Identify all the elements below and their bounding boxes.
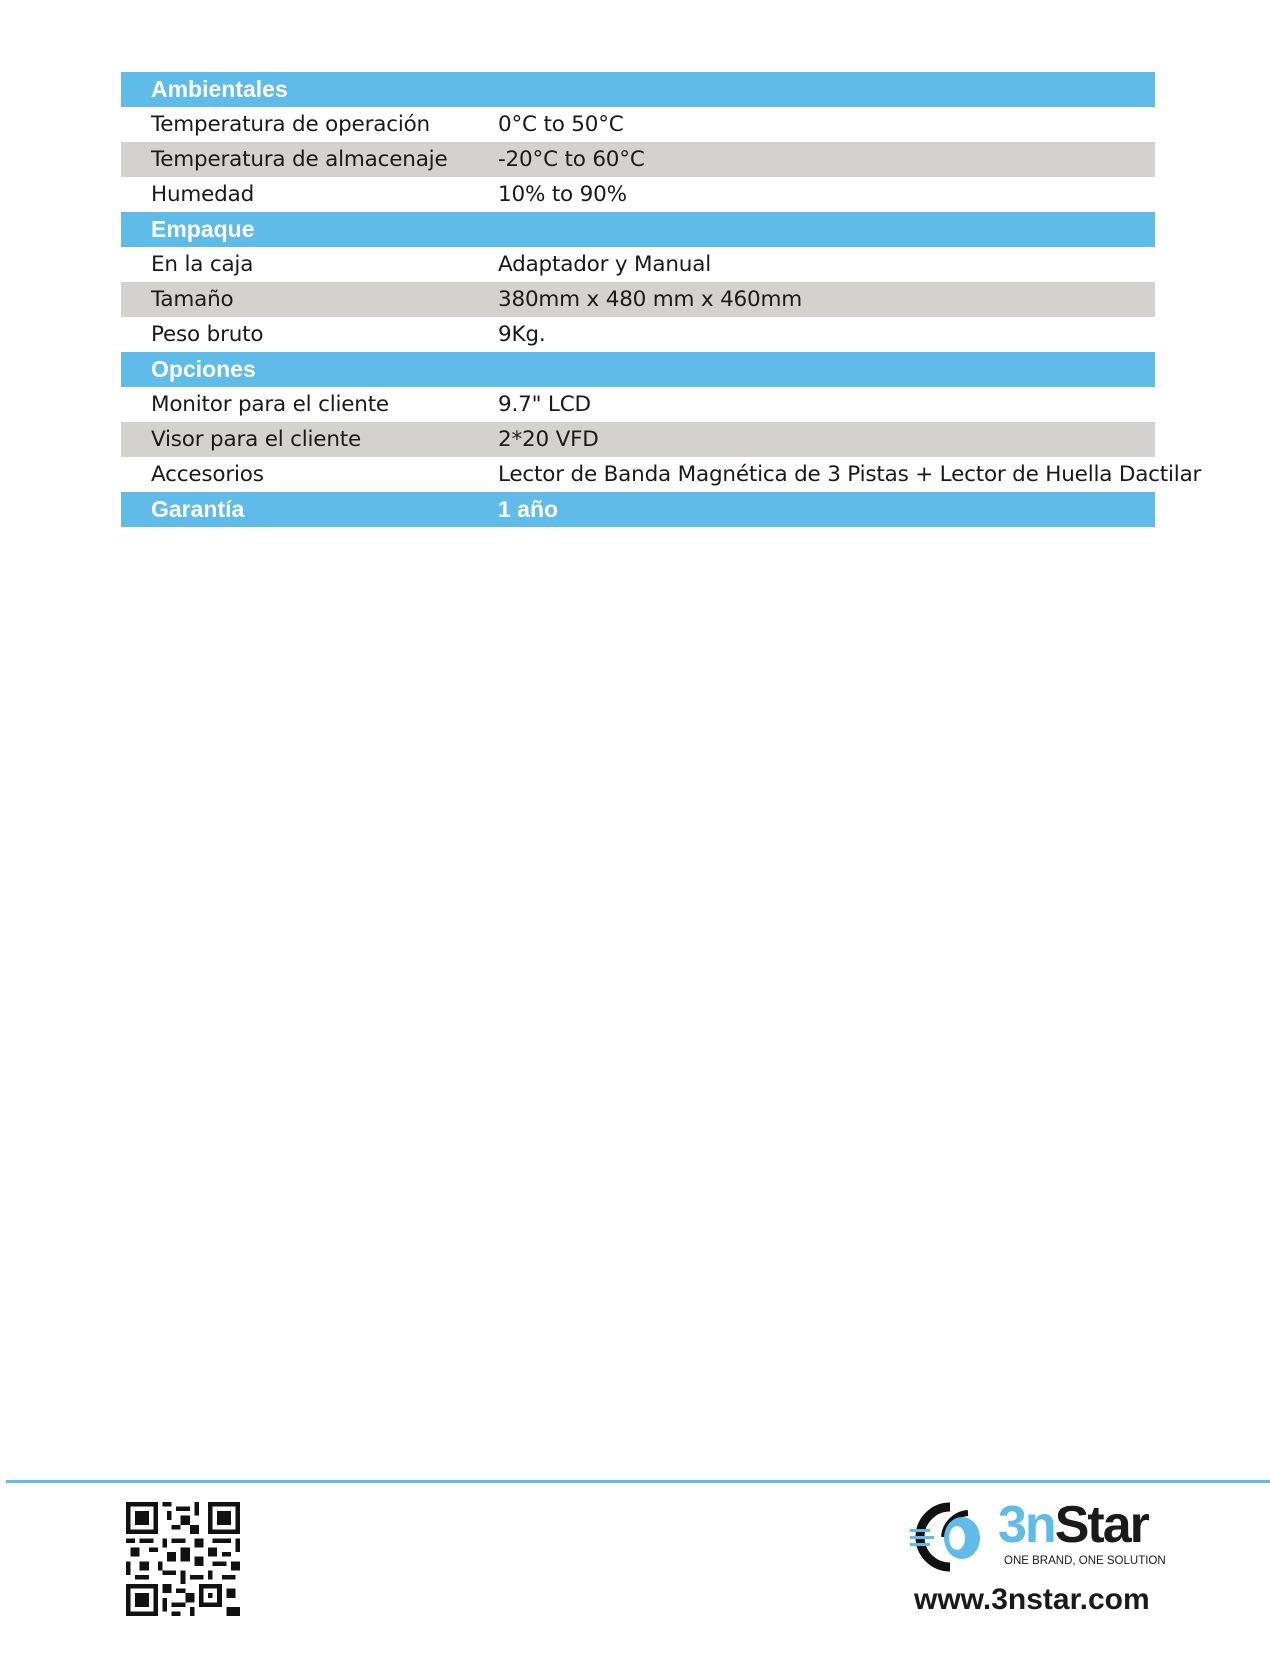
spec-label: Humedad [151, 182, 255, 207]
website-link[interactable]: www.3nstar.com [914, 1583, 1150, 1616]
spec-value: 9.7" LCD [498, 392, 591, 417]
spec-row [121, 177, 1155, 212]
spec-row [121, 387, 1155, 422]
spec-label: Accesorios [151, 462, 264, 487]
brand-name-part1: 3n [998, 1496, 1055, 1554]
spec-value: 9Kg. [498, 322, 546, 347]
spec-row [121, 422, 1155, 457]
section-header-ambientales [121, 72, 1155, 107]
spec-value: Adaptador y Manual [498, 252, 711, 277]
spec-row [121, 247, 1155, 282]
spec-value: 2*20 VFD [498, 427, 599, 452]
warranty-label: Garantía [151, 496, 245, 522]
section-title: Empaque [151, 216, 255, 242]
section-title: Opciones [151, 356, 256, 382]
spec-row [121, 457, 1202, 492]
spec-row [121, 282, 1155, 317]
spec-value: -20°C to 60°C [498, 147, 645, 172]
spec-label: Visor para el cliente [151, 427, 362, 452]
spec-label: Temperatura de almacenaje [151, 147, 448, 172]
section-header-opciones [121, 352, 1155, 387]
warranty-value: 1 año [498, 496, 559, 522]
spec-value: Lector de Banda Magnética de 3 Pistas + Lector de Huella Dactilar [498, 462, 1202, 487]
brand-tagline: ONE BRAND, ONE SOLUTION [1004, 1555, 1166, 1567]
warranty-row [121, 492, 1155, 527]
spec-label: Peso bruto [151, 322, 264, 347]
spec-label: Monitor para el cliente [151, 392, 389, 417]
3nstar-logo-icon [910, 1501, 994, 1573]
spec-label: Temperatura de operación [151, 112, 430, 137]
section-title: Ambientales [151, 76, 288, 102]
section-header-empaque [121, 212, 1155, 247]
brand-name [998, 1495, 1148, 1555]
spec-label: En la caja [151, 252, 254, 277]
qr-code-icon[interactable] [126, 1502, 240, 1616]
spec-value: 380mm x 480 mm x 460mm [498, 287, 802, 312]
spec-value: 0°C to 50°C [498, 112, 624, 137]
footer-divider [6, 1480, 1270, 1483]
spec-row [121, 107, 1155, 142]
spec-row [121, 317, 1155, 352]
spec-table [121, 72, 1202, 527]
brand-block [910, 1496, 1166, 1579]
spec-label: Tamaño [151, 287, 234, 312]
spec-value: 10% to 90% [498, 182, 627, 207]
brand-name-part2: Star [1054, 1496, 1148, 1554]
spec-row [121, 142, 1155, 177]
